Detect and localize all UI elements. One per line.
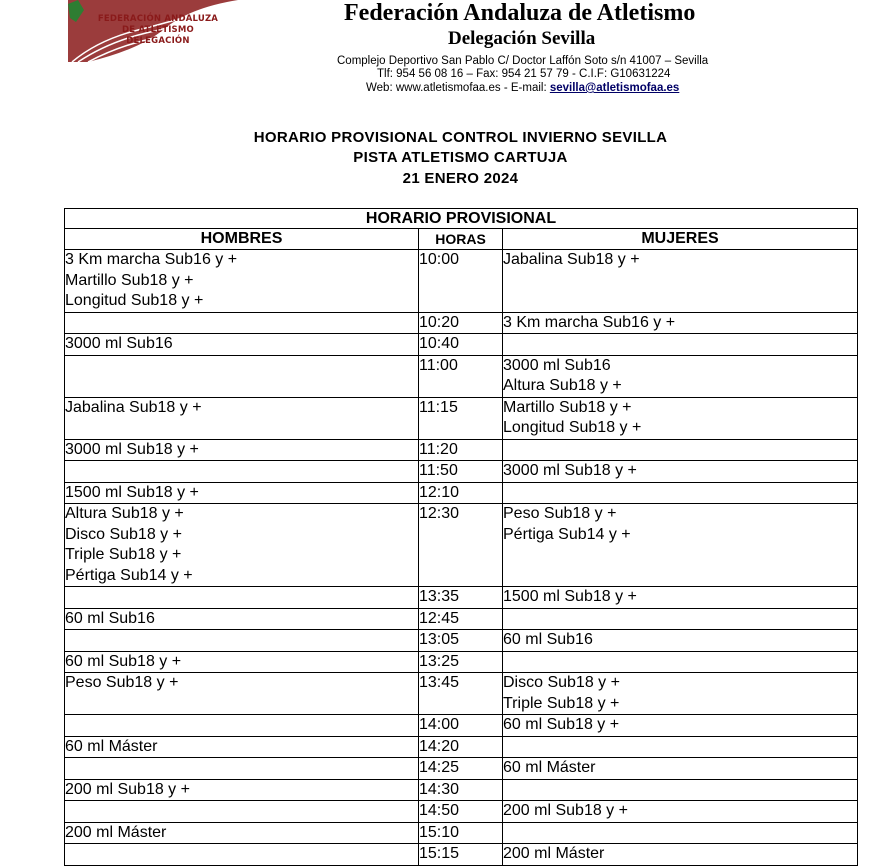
event-line: Martillo Sub18 y +: [503, 398, 632, 416]
event-line: 3000 ml Sub18 y +: [503, 462, 637, 479]
men-event-cell: [65, 355, 419, 397]
table-row: [65, 779, 858, 801]
event-line: 60 ml Máster: [503, 759, 596, 776]
women-event-cell: [503, 715, 858, 737]
men-event-cell: [65, 630, 419, 652]
women-event-cell: [503, 312, 858, 334]
women-event-cell: [503, 504, 858, 587]
women-event-cell: [503, 439, 858, 461]
table-row: [65, 439, 858, 461]
column-header-women: MUJERES: [503, 229, 858, 250]
men-event-cell: [65, 397, 419, 439]
table-row: [65, 715, 858, 737]
women-event-cell: [503, 355, 858, 397]
men-event-cell: [65, 608, 419, 630]
table-row: [65, 608, 858, 630]
women-event-cell: [503, 250, 858, 313]
column-header-time: HORAS: [419, 229, 503, 250]
event-line: Longitud Sub18 y +: [503, 419, 642, 436]
table-row: [65, 250, 858, 313]
men-event-cell: [65, 779, 419, 801]
event-line: Peso Sub18 y +: [65, 674, 179, 691]
table-row: [65, 461, 858, 483]
women-event-cell: [503, 736, 858, 758]
event-line: 60 ml Sub16: [503, 631, 593, 648]
logo-text-line-1: FEDERACIÓN ANDALUZA: [97, 14, 219, 24]
schedule-title: HORARIO PROVISIONAL: [65, 209, 858, 229]
time-cell: 11:20: [419, 439, 503, 461]
event-line: Peso Sub18 y +: [503, 505, 617, 522]
women-event-cell: [503, 801, 858, 823]
time-cell: 12:45: [419, 608, 503, 630]
time-cell: 14:20: [419, 736, 503, 758]
time-cell: 10:20: [419, 312, 503, 334]
event-line: Disco Sub18 y +: [65, 525, 182, 543]
event-line: 200 ml Máster: [503, 845, 605, 862]
men-event-cell: [65, 587, 419, 609]
table-row: [65, 482, 858, 504]
event-line: Jabalina Sub18 y +: [65, 398, 202, 416]
men-event-cell: [65, 439, 419, 461]
time-cell: 13:05: [419, 630, 503, 652]
table-row: [65, 355, 858, 397]
organization-title: Federación Andaluza de Atletismo: [344, 0, 696, 26]
event-line: Disco Sub18 y +: [503, 674, 620, 691]
time-cell: 11:00: [419, 355, 503, 397]
document-heading-1: HORARIO PROVISIONAL CONTROL INVIERNO SEVILLA: [253, 129, 668, 146]
time-cell: 11:50: [419, 461, 503, 483]
table-row: [65, 736, 858, 758]
men-event-cell: [65, 801, 419, 823]
women-event-cell: [503, 482, 858, 504]
women-event-cell: [503, 673, 858, 715]
women-event-cell: [503, 651, 858, 673]
time-cell: 15:15: [419, 844, 503, 866]
time-cell: 13:45: [419, 673, 503, 715]
federation-logo: [68, 0, 238, 62]
time-cell: 10:40: [419, 334, 503, 356]
table-row: [65, 397, 858, 439]
men-event-cell: [65, 461, 419, 483]
address-line: Complejo Deportivo San Pablo C/ Doctor Laffón Soto s/n 41007 – Sevilla: [337, 55, 709, 67]
event-line: Jabalina Sub18 y +: [503, 251, 640, 268]
event-line: Pértiga Sub14 y +: [503, 525, 631, 543]
event-line: Triple Sub18 y +: [503, 694, 620, 712]
event-line: 200 ml Sub18 y +: [503, 802, 628, 819]
email-link[interactable]: sevilla@atletismofaa.es: [549, 82, 680, 94]
column-header-men: HOMBRES: [65, 229, 419, 250]
time-cell: 14:25: [419, 758, 503, 780]
men-event-cell: [65, 844, 419, 866]
men-event-cell: [65, 822, 419, 844]
women-event-cell: [503, 630, 858, 652]
men-event-cell: [65, 482, 419, 504]
women-event-cell: [503, 758, 858, 780]
event-line: 3 Km marcha Sub16 y +: [65, 251, 238, 268]
event-line: 3000 ml Sub18 y +: [65, 440, 199, 458]
men-event-cell: [65, 673, 419, 715]
event-line: Altura Sub18 y +: [65, 505, 184, 522]
logo-text-line-4: SEVILLA: [137, 47, 179, 57]
time-cell: 12:30: [419, 504, 503, 587]
event-line: 3000 ml Sub16: [503, 356, 611, 374]
women-event-cell: [503, 397, 858, 439]
event-line: Altura Sub18 y +: [503, 377, 622, 394]
women-event-cell: [503, 587, 858, 609]
event-line: 3 Km marcha Sub16 y +: [503, 313, 676, 331]
time-cell: 14:00: [419, 715, 503, 737]
time-cell: 12:10: [419, 482, 503, 504]
women-event-cell: [503, 461, 858, 483]
table-row: [65, 334, 858, 356]
logo-text-line-3: DELEGACIÓN: [126, 36, 190, 46]
table-row: [65, 312, 858, 334]
phone-line: Tlf: 954 56 08 16 – Fax: 954 21 57 79 - C.I.F: G10631224: [377, 68, 671, 80]
event-line: Pértiga Sub14 y +: [65, 566, 193, 584]
men-event-cell: [65, 651, 419, 673]
time-cell: 11:15: [419, 397, 503, 439]
logo-text-line-2: DE ATLETISMO: [122, 25, 194, 35]
event-line: 200 ml Sub18 y +: [65, 780, 190, 798]
event-line: 60 ml Máster: [65, 737, 158, 755]
time-cell: 14:50: [419, 801, 503, 823]
women-event-cell: [503, 844, 858, 866]
event-line: 60 ml Sub16: [65, 609, 155, 627]
time-cell: 14:30: [419, 779, 503, 801]
women-event-cell: [503, 779, 858, 801]
table-row: [65, 673, 858, 715]
table-row: [65, 504, 858, 587]
event-line: 3000 ml Sub16: [65, 335, 173, 352]
table-row: [65, 630, 858, 652]
women-event-cell: [503, 334, 858, 356]
event-line: 200 ml Máster: [65, 823, 167, 841]
event-line: 1500 ml Sub18 y +: [503, 588, 637, 605]
table-row: [65, 587, 858, 609]
women-event-cell: [503, 822, 858, 844]
time-cell: 13:25: [419, 651, 503, 673]
event-line: 1500 ml Sub18 y +: [65, 483, 199, 501]
event-line: 60 ml Sub18 y +: [65, 652, 182, 670]
event-line: Longitud Sub18 y +: [65, 292, 204, 309]
contact-line: [366, 81, 679, 95]
table-row: [65, 844, 858, 866]
men-event-cell: [65, 758, 419, 780]
women-event-cell: [503, 608, 858, 630]
men-event-cell: [65, 736, 419, 758]
schedule-body: [65, 250, 858, 866]
men-event-cell: [65, 312, 419, 334]
event-line: 60 ml Sub18 y +: [503, 716, 620, 733]
time-cell: 13:35: [419, 587, 503, 609]
men-event-cell: [65, 715, 419, 737]
time-cell: 10:00: [419, 250, 503, 313]
table-row: [65, 758, 858, 780]
event-line: Martillo Sub18 y +: [65, 271, 194, 289]
table-row: [65, 651, 858, 673]
table-row: [65, 822, 858, 844]
men-event-cell: [65, 334, 419, 356]
table-row: [65, 801, 858, 823]
document-heading-3: 21 ENERO 2024: [402, 170, 519, 187]
organization-subtitle: Delegación Sevilla: [448, 28, 596, 49]
schedule-table: [64, 208, 858, 866]
men-event-cell: [65, 504, 419, 587]
time-cell: 15:10: [419, 822, 503, 844]
men-event-cell: [65, 250, 419, 313]
document-heading-2: PISTA ATLETISMO CARTUJA: [353, 149, 568, 166]
web-text: Web: www.atletismofaa.es - E-mail:: [366, 82, 550, 94]
event-line: Triple Sub18 y +: [65, 546, 182, 563]
